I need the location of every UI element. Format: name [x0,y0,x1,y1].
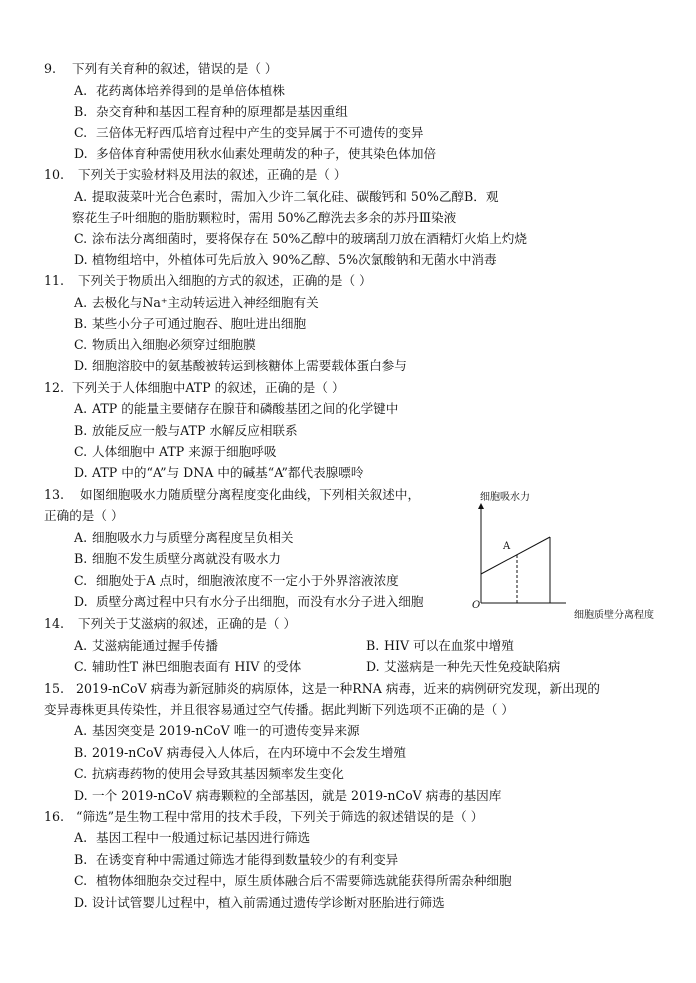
question-10-text: 下列关于实验材料及用法的叙述，正确的是（ ） [78,167,347,182]
figure-point-a-label: A [503,541,511,552]
question-9-number: 9. [44,61,57,76]
question-15-number: 15. [44,681,65,696]
question-9-text: 下列有关育种的叙述，错误的是（ ） [72,61,278,76]
question-10-number: 10. [44,167,65,182]
question-15-text: 2019-nCoV 病毒为新冠肺炎的病原体，这是一种RNA 病毒，近来的病例研究发现，新出现的 [76,681,600,696]
figure-y-axis-label: 细胞吸水力 [480,492,530,503]
figure-origin-label: O [472,600,481,611]
question-16-number: 16. [44,809,65,824]
question-14-number: 14. [44,616,65,631]
question-11-text: 下列关于物质出入细胞的方式的叙述，正确的是（ ） [78,273,372,288]
question-13-number: 13. [44,487,65,502]
figure-x-axis-label: 细胞质壁分离程度 [574,610,654,620]
question-11-number: 11. [44,273,65,288]
question-12-number: 12. [44,380,65,395]
question-13-figure [470,490,696,620]
question-14-text: 下列关于艾滋病的叙述，正确的是（ ） [78,616,297,631]
question-16-text: “筛选”是生物工程中常用的技术手段，下列关于筛选的叙述错误的是（ ） [76,809,484,824]
question-12-text: 下列关于人体细胞中ATP 的叙述，正确的是（ ） [72,380,345,395]
figure-curve [481,537,550,574]
question-13-text: 如图细胞吸水力随质壁分离程度变化曲线，下列相关叙述中， [80,487,421,502]
